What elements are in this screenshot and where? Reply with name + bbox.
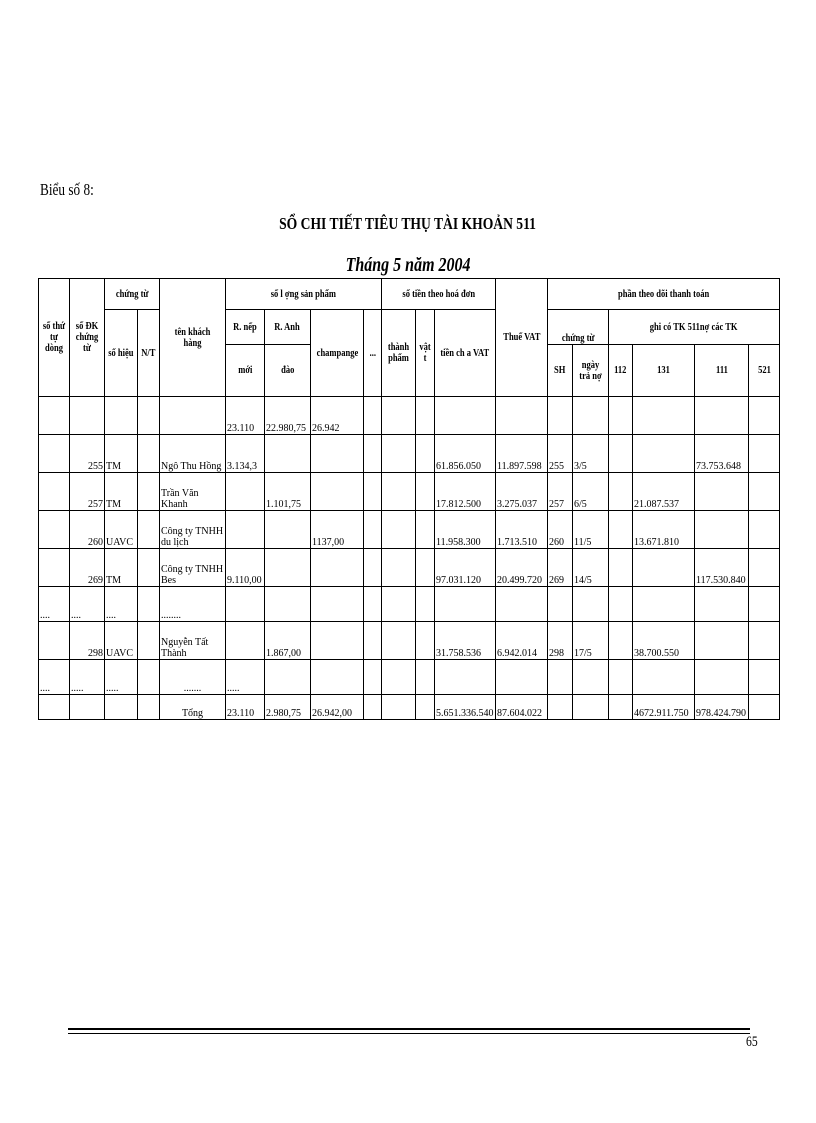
cell-tk111: 117.530.840 <box>695 549 749 587</box>
table-row <box>39 622 780 660</box>
footer-rule <box>68 1028 750 1030</box>
cell-r-nep: 9.110,00 <box>226 549 265 587</box>
dots: ........ <box>160 587 226 622</box>
col-r-nep: R. nếp <box>226 310 265 345</box>
col-so-dk: số ĐK chứng từ <box>70 279 105 397</box>
table-row <box>39 511 780 549</box>
opening-r-anh: 22.980,75 <box>265 397 311 435</box>
cell-ngay: 14/5 <box>573 549 609 587</box>
cell-sh: 269 <box>548 549 573 587</box>
ledger-period: Tháng 5 năm 2004 <box>345 254 471 276</box>
col-ngay-tra-no: ngày trả nợ <box>573 345 609 397</box>
cell-tien: 61.856.050 <box>435 435 496 473</box>
cell-thue: 3.275.037 <box>496 473 548 511</box>
opening-champange: 26.942 <box>311 397 364 435</box>
sales-ledger-table <box>38 278 780 720</box>
col-vat-t: vật t <box>416 310 435 397</box>
dots: ..... <box>105 660 138 695</box>
cell-so-dk: 269 <box>70 549 105 587</box>
cell-thue: 20.499.720 <box>496 549 548 587</box>
total-row <box>39 695 780 720</box>
ellipsis-row <box>39 587 780 622</box>
cell-thue: 1.713.510 <box>496 511 548 549</box>
col-tk-111: 111 <box>695 345 749 397</box>
cell-so-dk: 257 <box>70 473 105 511</box>
cell-tk131: 13.671.810 <box>633 511 695 549</box>
total-r-nep: 23.110 <box>226 695 265 720</box>
cell-ten-kh: Trần Văn Khanh <box>160 473 226 511</box>
dots: ....... <box>160 660 226 695</box>
col-chung-tu: chứng từ <box>105 279 160 310</box>
col-tk-112: 112 <box>609 345 633 397</box>
cell-tk131: 21.087.537 <box>633 473 695 511</box>
col-thue-vat: Thuế VAT <box>496 279 548 397</box>
col-ghi-co: ghi có TK 511nợ các TK <box>609 310 780 345</box>
table-row <box>39 473 780 511</box>
total-tien: 5.651.336.540 <box>435 695 496 720</box>
cell-sh: 255 <box>548 435 573 473</box>
page-number: 65 <box>746 1034 758 1050</box>
col-so-hieu: số hiệu <box>105 310 138 397</box>
opening-r-nep: 23.110 <box>226 397 265 435</box>
col-so-thu-tu: số thứ tự dòng <box>39 279 70 397</box>
cell-tk131: 38.700.550 <box>633 622 695 660</box>
total-tk111: 978.424.790 <box>695 695 749 720</box>
total-champange: 26.942,00 <box>311 695 364 720</box>
header-row-2 <box>39 310 780 345</box>
cell-sh: 257 <box>548 473 573 511</box>
cell-so-hieu: TM <box>105 549 138 587</box>
cell-ten-kh: Ngô Thu Hồng <box>160 435 226 473</box>
cell-ngay: 3/5 <box>573 435 609 473</box>
total-thue: 87.604.022 <box>496 695 548 720</box>
dots: .... <box>39 660 70 695</box>
cell-ten-kh: Công ty TNHH du lịch <box>160 511 226 549</box>
cell-so-dk: 298 <box>70 622 105 660</box>
cell-r-anh: 1.101,75 <box>265 473 311 511</box>
cell-thue: 6.942.014 <box>496 622 548 660</box>
cell-so-dk: 255 <box>70 435 105 473</box>
col-theo-doi: phần theo dõi thanh toán <box>548 279 780 310</box>
col-moi: mới <box>226 345 265 397</box>
dots: ..... <box>226 660 265 695</box>
header-row-1 <box>39 279 780 310</box>
cell-tien: 97.031.120 <box>435 549 496 587</box>
ledger-title: SỔ CHI TIẾT TIÊU THỤ TÀI KHOẢN 511 <box>279 214 537 233</box>
cell-tk111: 73.753.648 <box>695 435 749 473</box>
col-dao: đào <box>265 345 311 397</box>
cell-so-hieu: TM <box>105 473 138 511</box>
cell-ten-kh: Nguyễn Tất Thành <box>160 622 226 660</box>
total-tk131: 4672.911.750 <box>633 695 695 720</box>
col-nt: N/T <box>138 310 160 397</box>
cell-ten-kh: Công ty TNHH Bes <box>160 549 226 587</box>
cell-champange: 1137,00 <box>311 511 364 549</box>
cell-tien: 11.958.300 <box>435 511 496 549</box>
footer-rule-thin <box>68 1033 750 1034</box>
cell-so-dk: 260 <box>70 511 105 549</box>
col-so-tien: số tiền theo hoá đơn <box>382 279 496 310</box>
cell-tien: 17.812.500 <box>435 473 496 511</box>
col-sh: SH <box>548 345 573 397</box>
cell-so-hieu: TM <box>105 435 138 473</box>
col-tk-131: 131 <box>633 345 695 397</box>
ellipsis-row <box>39 660 780 695</box>
table-row <box>39 435 780 473</box>
table-row <box>39 549 780 587</box>
cell-thue: 11.897.598 <box>496 435 548 473</box>
col-chung-tu-2: chứng từ <box>548 310 609 345</box>
col-so-luong: số l ợng sản phẩm <box>226 279 382 310</box>
col-ten-khach-hang: tên khách hàng <box>160 279 226 397</box>
opening-row <box>39 397 780 435</box>
cell-r-anh: 1.867,00 <box>265 622 311 660</box>
col-champange: champange <box>311 310 364 397</box>
dots: ..... <box>70 660 105 695</box>
col-tien-chua-vat: tiền ch a VAT <box>435 310 496 397</box>
cell-so-hieu: UAVC <box>105 511 138 549</box>
form-label: Biểu số 8: <box>40 180 94 199</box>
dots: .... <box>105 587 138 622</box>
cell-r-nep: 3.134,3 <box>226 435 265 473</box>
cell-ngay: 17/5 <box>573 622 609 660</box>
col-thanh-pham: thành phẩm <box>382 310 416 397</box>
cell-tien: 31.758.536 <box>435 622 496 660</box>
dots: .... <box>39 587 70 622</box>
total-r-anh: 2.980,75 <box>265 695 311 720</box>
dots: .... <box>70 587 105 622</box>
col-tk-521: 521 <box>749 345 780 397</box>
cell-ngay: 6/5 <box>573 473 609 511</box>
col-dots: ... <box>364 310 382 397</box>
col-r-anh: R. Anh <box>265 310 311 345</box>
cell-sh: 298 <box>548 622 573 660</box>
cell-sh: 260 <box>548 511 573 549</box>
cell-ngay: 11/5 <box>573 511 609 549</box>
total-label: Tổng <box>160 695 226 720</box>
cell-so-hieu: UAVC <box>105 622 138 660</box>
